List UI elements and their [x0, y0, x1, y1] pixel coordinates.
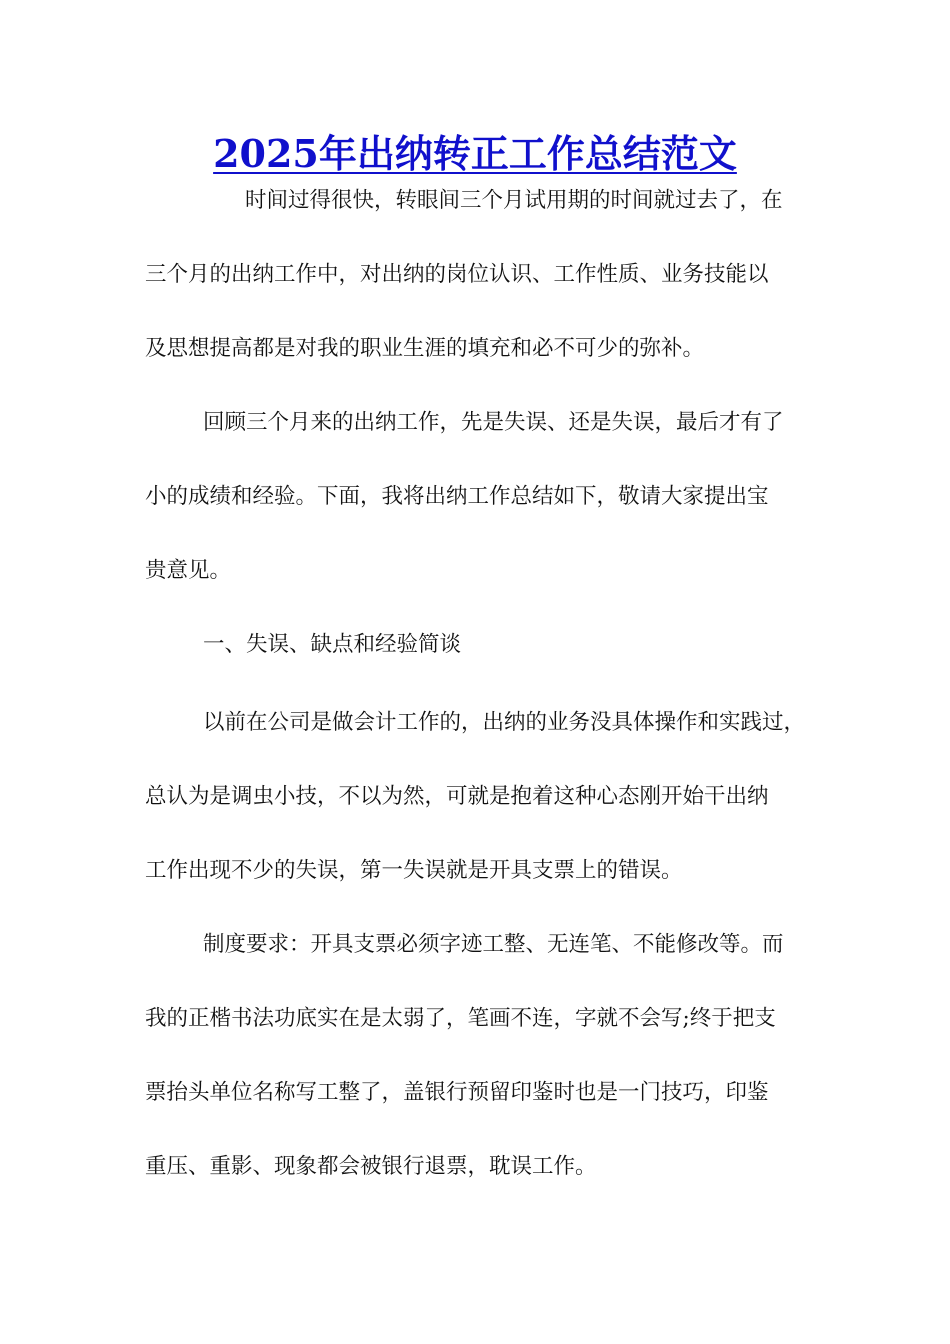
- paragraph-line: 我的正楷书法功底实在是太弱了，笔画不连，字就不会写;终于把支: [145, 1006, 776, 1031]
- paragraph-line: 三个月的出纳工作中，对出纳的岗位认识、工作性质、业务技能以: [145, 262, 769, 287]
- section-heading: 一、失误、缺点和经验简谈: [203, 632, 462, 657]
- paragraph-line: 票抬头单位名称写工整了，盖银行预留印鉴时也是一门技巧，印鉴: [145, 1080, 769, 1105]
- paragraph-line: 小的成绩和经验。下面，我将出纳工作总结如下，敬请大家提出宝: [145, 484, 769, 509]
- paragraph-line: 总认为是调虫小技，不以为然，可就是抱着这种心态刚开始干出纳: [145, 784, 769, 809]
- paragraph-line: 以前在公司是做会计工作的，出纳的业务没具体操作和实践过，: [203, 710, 806, 735]
- paragraph-line: 工作出现不少的失误，第一失误就是开具支票上的错误。: [145, 858, 683, 883]
- paragraph-line: 重压、重影、现象都会被银行退票，耽误工作。: [145, 1154, 597, 1179]
- paragraph-line: 贵意见。: [145, 558, 232, 583]
- document-title: 2025年出纳转正工作总结范文: [213, 131, 737, 176]
- paragraph-line: 制度要求：开具支票必须字迹工整、无连笔、不能修改等。而: [203, 932, 784, 957]
- paragraph-line: 时间过得很快，转眼间三个月试用期的时间就过去了，在: [245, 188, 783, 213]
- paragraph-line: 及思想提高都是对我的职业生涯的填充和必不可少的弥补。: [145, 336, 705, 361]
- paragraph-line: 回顾三个月来的出纳工作，先是失误、还是失误，最后才有了: [203, 410, 784, 435]
